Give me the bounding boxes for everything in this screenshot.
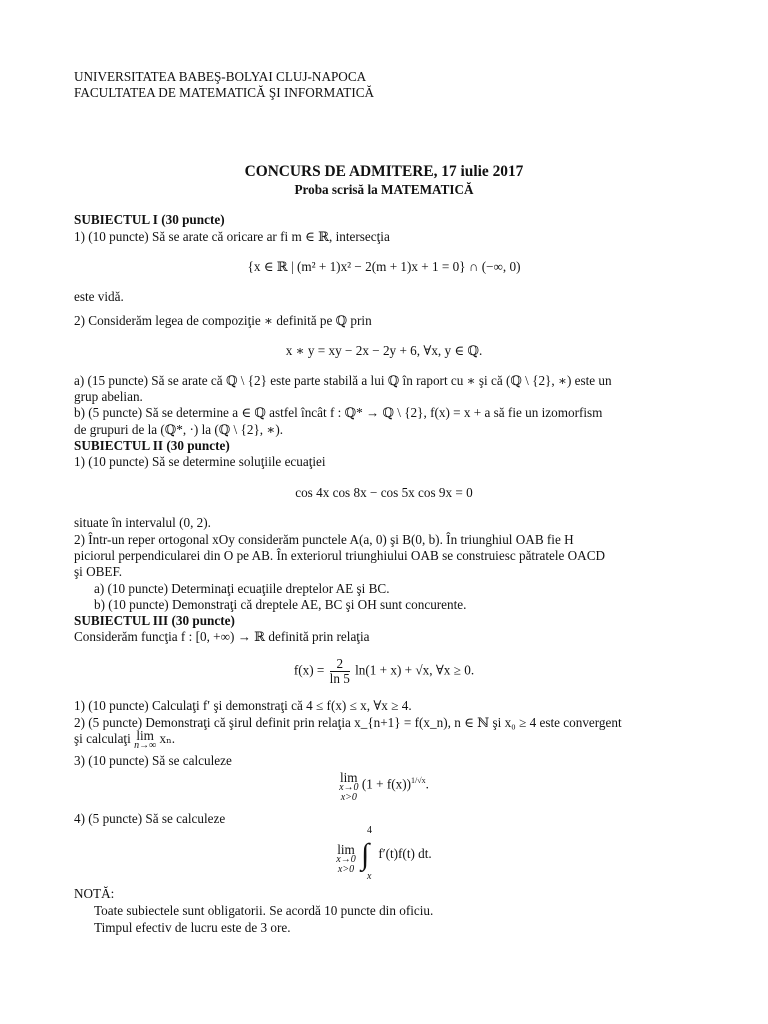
s3-problem-2-text: şi calculaţi — [74, 731, 131, 746]
s2-problem-1-end: situate în intervalul (0, 2). — [74, 515, 211, 530]
exam-title: CONCURS DE ADMITERE, 17 iulie 2017 — [244, 163, 524, 180]
period: . — [425, 776, 429, 792]
fraction-denominator: ln 5 — [329, 671, 350, 686]
s2-problem-1-intro: 1) (10 puncte) Să se determine soluţiile ecuaţiei — [74, 454, 326, 469]
limit-x — [339, 770, 359, 803]
limit-n — [134, 728, 157, 751]
formula-lhs: f(x) = — [293, 662, 325, 678]
sequence-term: xₙ. — [159, 731, 176, 746]
limit-expression: (1 + f(x)) — [361, 776, 411, 792]
lim-label: lim — [337, 842, 355, 857]
s2-problem-2-line-1: 2) Într-un reper ortogonal xOy considerăm punctele A(a, 0) şi B(0, b). În triunghiul OAB fie H — [74, 532, 574, 547]
university-name: UNIVERSITATEA BABEŞ-BOLYAI CLUJ-NAPOCA — [74, 69, 367, 84]
lim-subscript-2: x>0 — [337, 864, 355, 875]
fraction-numerator: 2 — [330, 657, 350, 672]
s1-problem-2a-line-1: a) (15 puncte) Să se arate că ℚ \ {2} este parte stabilă a lui ℚ în raport cu ∗ şi că (ℚ \ {2}, ∗) este un — [74, 373, 612, 388]
s3-problem-3-formula — [74, 770, 694, 803]
section-3-heading: SUBIECTUL III (30 puncte) — [74, 613, 235, 628]
exam-subtitle: Proba scrisă la MATEMATICĂ — [294, 182, 474, 197]
s2-problem-2-line-2: piciorul perpendicularei din O pe AB. În exteriorul triunghiului OAB se construiesc pătratele OACD — [74, 548, 606, 563]
formula-fraction — [330, 657, 350, 686]
integrand: f′(t)f(t) dt. — [378, 846, 432, 862]
s2-problem-2b: b) (10 puncte) Demonstraţi că dreptele AE, BC şi OH sunt concurente. — [94, 597, 467, 612]
s2-problem-1-formula: cos 4x cos 8x − cos 5x cos 9x = 0 — [295, 485, 473, 500]
s2-problem-2-line-3: şi OBEF. — [74, 564, 123, 579]
s3-problem-3-intro: 3) (10 puncte) Să se calculeze — [74, 753, 232, 768]
limit-x — [336, 842, 356, 875]
s3-problem-4-formula — [74, 825, 694, 882]
lim-subscript: n→∞ — [134, 740, 157, 751]
s1-problem-2b-line-1: b) (5 puncte) Să se determine a ∈ ℚ astfel încât f : ℚ* → ℚ \ {2}, f(x) = x + a să fie un izomorfism — [74, 405, 603, 420]
lim-label: lim — [339, 770, 358, 785]
note-heading: NOTĂ: — [74, 886, 115, 901]
lim-subscript-2: x>0 — [340, 792, 357, 803]
lim-subscript-1: x→0 — [336, 854, 356, 865]
s1-problem-2b-line-2: de grupuri de la (ℚ*, ·) la (ℚ \ {2}, ∗). — [74, 422, 284, 437]
section-1-heading: SUBIECTUL I (30 puncte) — [74, 212, 225, 227]
s3-problem-2-line-1: 2) (5 puncte) Demonstraţi că şirul definit prin relaţia x_{n+1} = f(x_n), n ∈ ℕ şi x₀ ≥ 4 este convergent — [74, 715, 622, 730]
integral-lower-bound: x — [367, 871, 372, 882]
s3-function-formula — [74, 657, 694, 686]
s1-problem-2-intro: 2) Considerăm legea de compoziţie ∗ definită pe ℚ prin — [74, 313, 372, 328]
lim-subscript-1: x→0 — [339, 782, 359, 793]
s1-problem-2a-line-2: grup abelian. — [74, 389, 143, 404]
s1-problem-1-end: este vidă. — [74, 289, 124, 304]
formula-rhs: ln(1 + x) + √x, ∀x ≥ 0. — [355, 662, 475, 678]
integral-upper-bound: 4 — [367, 825, 373, 836]
s2-problem-2a: a) (10 puncte) Determinaţi ecuaţiile dreptelor AE şi BC. — [94, 581, 390, 596]
note-line-1: Toate subiectele sunt obligatorii. Se acordă 10 puncte din oficiu. — [94, 903, 434, 918]
faculty-name: FACULTATEA DE MATEMATICĂ ŞI INFORMATICĂ — [74, 85, 375, 100]
section-2-heading: SUBIECTUL II (30 puncte) — [74, 438, 230, 453]
note-line-2: Timpul efectiv de lucru este de 3 ore. — [94, 920, 291, 935]
lim-label: lim — [136, 728, 154, 743]
s3-intro: Considerăm funcţia f : [0, +∞) → ℝ definită prin relaţia — [74, 629, 370, 644]
s1-problem-1-intro: 1) (10 puncte) Să se arate că oricare ar fi m ∈ ℝ, intersecţia — [74, 229, 390, 244]
s3-problem-4-intro: 4) (5 puncte) Să se calculeze — [74, 811, 226, 826]
limit-exponent: 1/√x — [411, 776, 426, 785]
s3-problem-2-line-2 — [74, 728, 694, 751]
s1-problem-2-formula: x ∗ y = xy − 2x − 2y + 6, ∀x, y ∈ ℚ. — [285, 343, 483, 358]
integral-sign: ∫ 4 x — [359, 835, 375, 875]
s1-problem-1-formula: {x ∈ ℝ | (m² + 1)x² − 2(m + 1)x + 1 = 0} ∩ (−∞, 0) — [247, 259, 521, 274]
s3-problem-1: 1) (10 puncte) Calculaţi f′ şi demonstraţi că 4 ≤ f(x) ≤ x, ∀x ≥ 4. — [74, 698, 412, 713]
